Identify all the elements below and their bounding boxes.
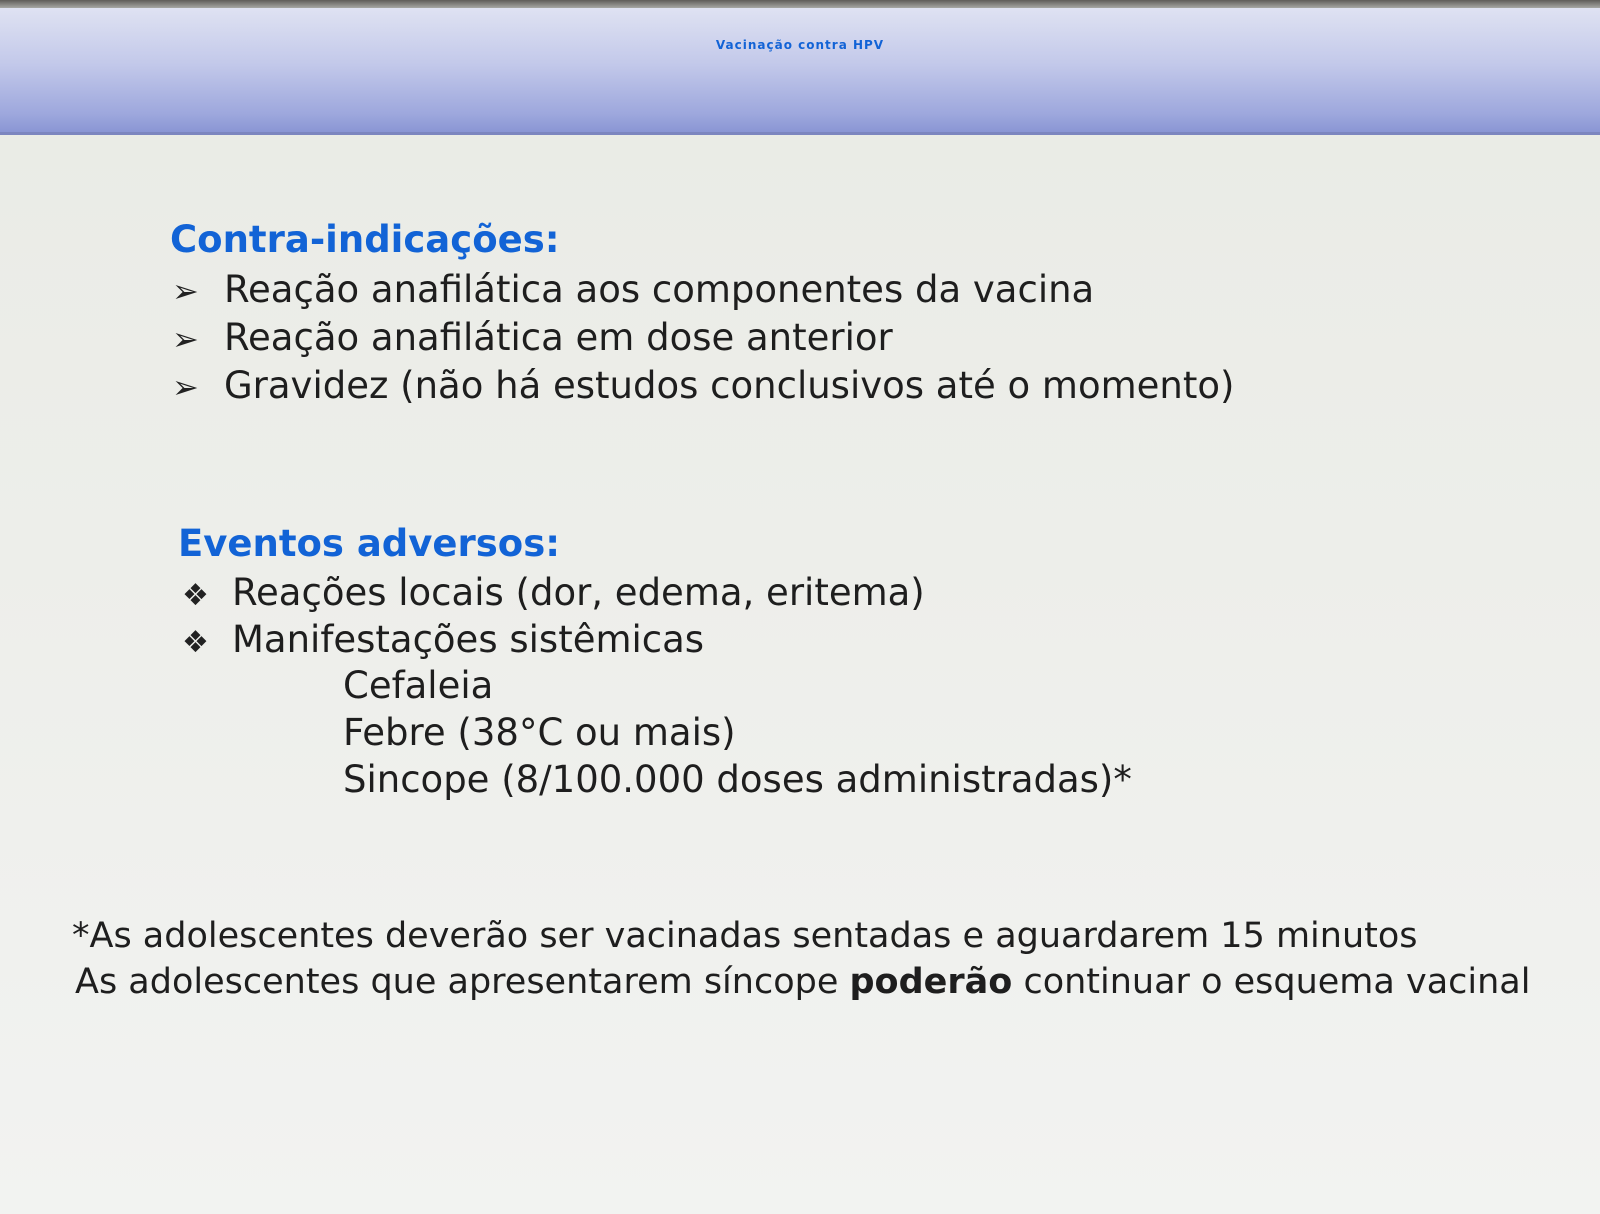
footnote-line-1: *As adolescentes deverão ser vacinadas sentadas e aguardarem 15 minutos <box>72 916 1418 956</box>
title-bar <box>0 8 1600 135</box>
contraindication-item <box>172 364 1234 407</box>
contraindication-text: Reação anafilática em dose anterior <box>224 316 893 359</box>
systemic-sub-item: Sincope (8/100.000 doses administradas)* <box>343 758 1132 801</box>
diamond-bullet-icon: ❖ <box>182 578 209 613</box>
contraindication-item <box>172 316 893 359</box>
contraindications-heading: Contra-indicações: <box>170 218 560 261</box>
adverse-events-heading: Eventos adversos: <box>178 522 561 565</box>
footnote-emphasis: poderão <box>849 962 1013 1002</box>
footnote-text: continuar o esquema vacinal <box>1012 962 1531 1002</box>
diamond-bullet-icon: ❖ <box>182 625 209 660</box>
contraindication-text: Reação anafilática aos componentes da vacina <box>224 268 1095 311</box>
arrow-bullet-icon: ➢ <box>172 272 199 310</box>
footnote-line-2 <box>75 962 1530 1002</box>
arrow-bullet-icon: ➢ <box>172 320 199 358</box>
systemic-sub-item: Cefaleia <box>343 664 494 707</box>
adverse-event-item <box>182 571 925 614</box>
systemic-sub-item: Febre (38°C ou mais) <box>343 711 736 754</box>
contraindication-item <box>172 268 1094 311</box>
slide-title: Vacinação contra HPV <box>715 38 885 52</box>
adverse-event-text: Reações locais (dor, edema, eritema) <box>232 571 925 614</box>
arrow-bullet-icon: ➢ <box>172 368 199 406</box>
contraindication-text: Gravidez (não há estudos conclusivos até o momento) <box>224 364 1235 407</box>
footnote-text: As adolescentes que apresentarem síncope <box>75 962 850 1002</box>
adverse-event-text: Manifestações sistêmicas <box>232 618 705 661</box>
adverse-event-item <box>182 618 704 661</box>
